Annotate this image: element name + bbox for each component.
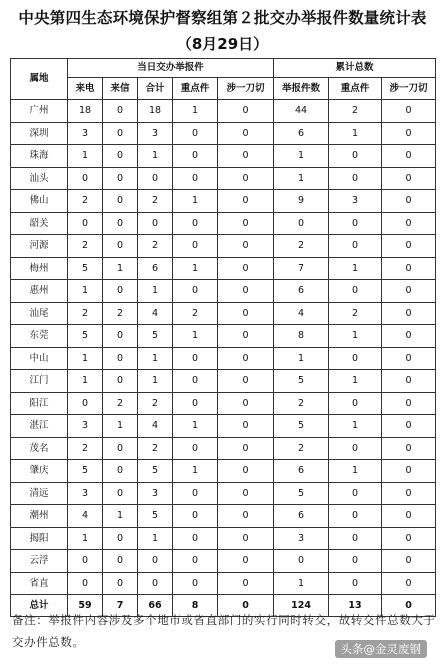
value-cell: 0 xyxy=(382,415,436,438)
value-cell: 1 xyxy=(103,415,138,438)
value-cell: 5 xyxy=(68,257,103,280)
value-cell: 0 xyxy=(138,572,173,595)
value-cell: 18 xyxy=(68,100,103,123)
value-cell: 0 xyxy=(382,370,436,393)
value-cell: 4 xyxy=(274,302,329,325)
value-cell: 2 xyxy=(274,392,329,415)
value-cell: 0 xyxy=(274,550,329,573)
value-cell: 0 xyxy=(329,482,382,505)
region-cell: 汕头 xyxy=(11,167,68,190)
value-cell: 0 xyxy=(173,280,218,303)
value-cell: 0 xyxy=(218,415,274,438)
value-cell: 0 xyxy=(382,302,436,325)
value-cell: 0 xyxy=(218,167,274,190)
value-cell: 0 xyxy=(382,550,436,573)
value-cell: 0 xyxy=(329,167,382,190)
value-cell: 0 xyxy=(68,167,103,190)
region-cell: 潮州 xyxy=(11,505,68,528)
region-cell: 东莞 xyxy=(11,325,68,348)
value-cell: 0 xyxy=(103,482,138,505)
value-cell: 2 xyxy=(329,302,382,325)
table-row xyxy=(11,550,436,573)
value-cell: 0 xyxy=(173,122,218,145)
header-daily-total: 合计 xyxy=(138,78,173,100)
value-cell: 0 xyxy=(138,550,173,573)
value-cell: 18 xyxy=(138,100,173,123)
value-cell: 1 xyxy=(329,460,382,483)
region-cell: 汕尾 xyxy=(11,302,68,325)
table-row xyxy=(11,527,436,550)
table-row xyxy=(11,302,436,325)
table-row xyxy=(11,257,436,280)
value-cell: 1 xyxy=(138,527,173,550)
value-cell: 0 xyxy=(218,235,274,258)
value-cell: 1 xyxy=(138,280,173,303)
value-cell: 6 xyxy=(274,505,329,528)
value-cell: 0 xyxy=(329,145,382,168)
header-cum-reports: 举报件数 xyxy=(274,78,329,100)
value-cell: 0 xyxy=(173,527,218,550)
value-cell: 5 xyxy=(138,460,173,483)
region-cell: 珠海 xyxy=(11,145,68,168)
value-cell: 3 xyxy=(68,415,103,438)
value-cell: 3 xyxy=(138,482,173,505)
value-cell: 2 xyxy=(68,302,103,325)
total-value-cell: 59 xyxy=(68,595,103,617)
value-cell: 0 xyxy=(103,370,138,393)
value-cell: 5 xyxy=(138,325,173,348)
value-cell: 0 xyxy=(218,437,274,460)
value-cell: 0 xyxy=(218,257,274,280)
value-cell: 0 xyxy=(382,527,436,550)
value-cell: 0 xyxy=(218,370,274,393)
value-cell: 0 xyxy=(218,145,274,168)
value-cell: 0 xyxy=(218,392,274,415)
table-row xyxy=(11,122,436,145)
value-cell: 0 xyxy=(382,122,436,145)
value-cell: 0 xyxy=(382,100,436,123)
value-cell: 0 xyxy=(382,235,436,258)
value-cell: 0 xyxy=(173,550,218,573)
header-daily-letters: 来信 xyxy=(103,78,138,100)
value-cell: 2 xyxy=(274,235,329,258)
value-cell: 0 xyxy=(329,280,382,303)
value-cell: 0 xyxy=(329,235,382,258)
value-cell: 2 xyxy=(138,437,173,460)
value-cell: 0 xyxy=(218,550,274,573)
value-cell: 0 xyxy=(173,212,218,235)
region-cell: 中山 xyxy=(11,347,68,370)
table-row xyxy=(11,460,436,483)
value-cell: 0 xyxy=(218,122,274,145)
value-cell: 5 xyxy=(274,415,329,438)
value-cell: 0 xyxy=(218,212,274,235)
value-cell: 0 xyxy=(68,212,103,235)
value-cell: 0 xyxy=(103,460,138,483)
region-cell: 佛山 xyxy=(11,190,68,213)
value-cell: 5 xyxy=(68,460,103,483)
value-cell: 0 xyxy=(382,167,436,190)
value-cell: 1 xyxy=(274,167,329,190)
value-cell: 0 xyxy=(138,167,173,190)
table-row xyxy=(11,145,436,168)
value-cell: 1 xyxy=(173,325,218,348)
header-group-row xyxy=(11,59,436,78)
table-row xyxy=(11,415,436,438)
value-cell: 1 xyxy=(173,415,218,438)
value-cell: 1 xyxy=(329,370,382,393)
header-cumulative-group: 累计总数 xyxy=(274,59,436,78)
value-cell: 0 xyxy=(173,370,218,393)
value-cell: 0 xyxy=(218,460,274,483)
value-cell: 0 xyxy=(218,505,274,528)
region-cell: 广州 xyxy=(11,100,68,123)
header-cum-one-size: 涉一刀切 xyxy=(382,78,436,100)
value-cell: 1 xyxy=(138,370,173,393)
value-cell: 3 xyxy=(68,482,103,505)
value-cell: 0 xyxy=(103,100,138,123)
value-cell: 6 xyxy=(274,280,329,303)
region-cell: 梅州 xyxy=(11,257,68,280)
value-cell: 0 xyxy=(138,212,173,235)
value-cell: 0 xyxy=(329,212,382,235)
value-cell: 2 xyxy=(138,235,173,258)
value-cell: 0 xyxy=(329,347,382,370)
value-cell: 1 xyxy=(274,572,329,595)
total-value-cell: 0 xyxy=(382,595,436,617)
value-cell: 0 xyxy=(218,190,274,213)
value-cell: 0 xyxy=(103,190,138,213)
value-cell: 5 xyxy=(274,370,329,393)
header-region: 属地 xyxy=(11,59,68,100)
region-cell: 湛江 xyxy=(11,415,68,438)
total-value-cell: 124 xyxy=(274,595,329,617)
region-cell: 江门 xyxy=(11,370,68,393)
value-cell: 2 xyxy=(274,437,329,460)
value-cell: 1 xyxy=(68,280,103,303)
table-row xyxy=(11,572,436,595)
value-cell: 0 xyxy=(173,392,218,415)
value-cell: 0 xyxy=(382,347,436,370)
value-cell: 1 xyxy=(329,122,382,145)
value-cell: 3 xyxy=(329,190,382,213)
value-cell: 0 xyxy=(103,572,138,595)
value-cell: 0 xyxy=(103,122,138,145)
value-cell: 0 xyxy=(103,167,138,190)
value-cell: 2 xyxy=(329,100,382,123)
value-cell: 1 xyxy=(68,145,103,168)
value-cell: 1 xyxy=(173,100,218,123)
value-cell: 2 xyxy=(173,302,218,325)
value-cell: 6 xyxy=(274,460,329,483)
value-cell: 3 xyxy=(138,122,173,145)
table-row xyxy=(11,347,436,370)
value-cell: 0 xyxy=(329,392,382,415)
value-cell: 9 xyxy=(274,190,329,213)
value-cell: 0 xyxy=(218,280,274,303)
total-value-cell: 7 xyxy=(103,595,138,617)
value-cell: 0 xyxy=(329,437,382,460)
value-cell: 0 xyxy=(103,145,138,168)
value-cell: 0 xyxy=(329,550,382,573)
value-cell: 0 xyxy=(103,550,138,573)
table-row xyxy=(11,235,436,258)
value-cell: 0 xyxy=(103,347,138,370)
value-cell: 5 xyxy=(138,505,173,528)
region-cell: 云浮 xyxy=(11,550,68,573)
value-cell: 2 xyxy=(68,190,103,213)
header-daily-key: 重点件 xyxy=(173,78,218,100)
value-cell: 0 xyxy=(382,280,436,303)
value-cell: 3 xyxy=(274,527,329,550)
footnote: 备注：举报件内容涉及多个地市或省直部门的实行同时转交，故转交件总数大于交办件总数。 xyxy=(12,613,436,649)
value-cell: 2 xyxy=(68,235,103,258)
value-cell: 1 xyxy=(173,460,218,483)
value-cell: 0 xyxy=(218,325,274,348)
table-row xyxy=(11,190,436,213)
header-columns-row xyxy=(11,78,436,100)
value-cell: 0 xyxy=(382,482,436,505)
value-cell: 0 xyxy=(103,527,138,550)
value-cell: 0 xyxy=(68,550,103,573)
value-cell: 0 xyxy=(382,145,436,168)
header-daily-calls: 来电 xyxy=(68,78,103,100)
value-cell: 0 xyxy=(173,347,218,370)
table-row xyxy=(11,505,436,528)
region-cell: 省直 xyxy=(11,572,68,595)
value-cell: 7 xyxy=(274,257,329,280)
table-row xyxy=(11,370,436,393)
total-value-cell: 13 xyxy=(329,595,382,617)
value-cell: 6 xyxy=(274,122,329,145)
table-title: 中央第四生态环境保护督察组第２批交办举报件数量统计表 xyxy=(18,9,427,27)
value-cell: 8 xyxy=(274,325,329,348)
value-cell: 5 xyxy=(274,482,329,505)
value-cell: 0 xyxy=(382,505,436,528)
value-cell: 0 xyxy=(68,392,103,415)
value-cell: 0 xyxy=(329,505,382,528)
statistics-table xyxy=(10,58,436,617)
watermark-label: 头条@金灵废钢 xyxy=(335,640,428,658)
table-row xyxy=(11,392,436,415)
header-daily-one-size: 涉一刀切 xyxy=(218,78,274,100)
table-date-subtitle: （8月29日） xyxy=(176,35,269,53)
value-cell: 0 xyxy=(173,235,218,258)
region-cell: 河源 xyxy=(11,235,68,258)
value-cell: 0 xyxy=(218,482,274,505)
value-cell: 0 xyxy=(218,347,274,370)
value-cell: 1 xyxy=(274,145,329,168)
value-cell: 44 xyxy=(274,100,329,123)
value-cell: 0 xyxy=(218,572,274,595)
total-value-cell: 66 xyxy=(138,595,173,617)
table-row xyxy=(11,482,436,505)
value-cell: 1 xyxy=(138,347,173,370)
value-cell: 0 xyxy=(382,437,436,460)
value-cell: 0 xyxy=(173,572,218,595)
total-label: 总计 xyxy=(11,595,68,617)
value-cell: 4 xyxy=(138,415,173,438)
value-cell: 0 xyxy=(382,325,436,348)
header-cum-key: 重点件 xyxy=(329,78,382,100)
value-cell: 1 xyxy=(329,257,382,280)
table-row xyxy=(11,325,436,348)
table-row xyxy=(11,280,436,303)
total-value-cell: 8 xyxy=(173,595,218,617)
value-cell: 0 xyxy=(68,572,103,595)
table-row xyxy=(11,212,436,235)
value-cell: 1 xyxy=(329,325,382,348)
value-cell: 0 xyxy=(103,437,138,460)
table-row xyxy=(11,100,436,123)
value-cell: 1 xyxy=(173,257,218,280)
value-cell: 1 xyxy=(68,347,103,370)
value-cell: 0 xyxy=(173,482,218,505)
value-cell: 0 xyxy=(382,392,436,415)
value-cell: 0 xyxy=(103,212,138,235)
value-cell: 0 xyxy=(329,572,382,595)
value-cell: 0 xyxy=(173,145,218,168)
value-cell: 1 xyxy=(173,190,218,213)
value-cell: 4 xyxy=(68,505,103,528)
value-cell: 1 xyxy=(138,145,173,168)
header-daily-group: 当日交办举报件 xyxy=(68,59,274,78)
value-cell: 1 xyxy=(103,257,138,280)
value-cell: 0 xyxy=(382,460,436,483)
value-cell: 2 xyxy=(103,392,138,415)
region-cell: 韶关 xyxy=(11,212,68,235)
value-cell: 0 xyxy=(382,572,436,595)
value-cell: 2 xyxy=(103,302,138,325)
value-cell: 2 xyxy=(68,437,103,460)
value-cell: 0 xyxy=(103,235,138,258)
region-cell: 茂名 xyxy=(11,437,68,460)
value-cell: 0 xyxy=(218,527,274,550)
value-cell: 0 xyxy=(173,505,218,528)
value-cell: 2 xyxy=(138,190,173,213)
value-cell: 0 xyxy=(103,325,138,348)
region-cell: 惠州 xyxy=(11,280,68,303)
value-cell: 0 xyxy=(173,437,218,460)
table-row xyxy=(11,167,436,190)
value-cell: 1 xyxy=(103,505,138,528)
value-cell: 1 xyxy=(68,370,103,393)
value-cell: 0 xyxy=(329,527,382,550)
value-cell: 5 xyxy=(68,325,103,348)
value-cell: 2 xyxy=(138,392,173,415)
value-cell: 0 xyxy=(173,167,218,190)
region-cell: 肇庆 xyxy=(11,460,68,483)
region-cell: 深圳 xyxy=(11,122,68,145)
value-cell: 1 xyxy=(274,347,329,370)
value-cell: 0 xyxy=(382,212,436,235)
value-cell: 0 xyxy=(103,280,138,303)
value-cell: 0 xyxy=(382,257,436,280)
value-cell: 0 xyxy=(382,190,436,213)
total-value-cell: 0 xyxy=(218,595,274,617)
value-cell: 0 xyxy=(218,302,274,325)
table-row xyxy=(11,437,436,460)
value-cell: 0 xyxy=(218,100,274,123)
region-cell: 阳江 xyxy=(11,392,68,415)
value-cell: 3 xyxy=(68,122,103,145)
value-cell: 1 xyxy=(329,415,382,438)
value-cell: 0 xyxy=(274,212,329,235)
region-cell: 揭阳 xyxy=(11,527,68,550)
value-cell: 4 xyxy=(138,302,173,325)
table-body xyxy=(11,100,436,617)
value-cell: 1 xyxy=(68,527,103,550)
region-cell: 清远 xyxy=(11,482,68,505)
value-cell: 6 xyxy=(138,257,173,280)
